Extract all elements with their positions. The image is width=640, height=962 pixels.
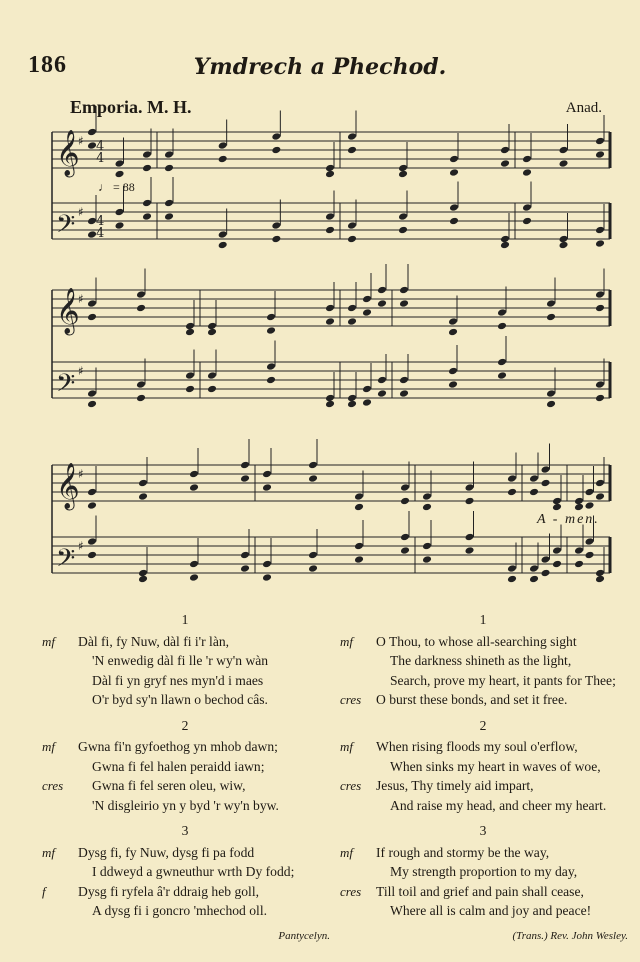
- verse-number: 3: [181, 823, 189, 838]
- welsh-credit: Pantycelyn.: [278, 929, 330, 942]
- line-text: Till toil and grief and pain shall cease,: [376, 883, 584, 899]
- line-text: The darkness shineth as the light,: [390, 653, 572, 668]
- line-text: Dàl fi yn gryf nes myn'd i maes: [92, 672, 264, 688]
- line-text: Dysg fi ryfela â'r ddraig heb goll,: [78, 883, 259, 899]
- svg-text:4: 4: [96, 226, 105, 241]
- metronome-mark: ♩ = 88: [98, 180, 135, 194]
- english-hymn-text: [338, 610, 628, 946]
- welsh-verse: [40, 716, 330, 816]
- line-text: Dysg fi, fy Nuw, dysg fi pa fodd: [78, 844, 255, 860]
- verse-line: [40, 690, 330, 710]
- verse-line: [338, 796, 628, 816]
- tune-name: Emporia. M. H.: [70, 97, 192, 117]
- verse-number: 2: [181, 717, 189, 733]
- svg-text:𝄞: 𝄞: [56, 463, 80, 509]
- line-text: If rough and stormy be the way,: [376, 844, 550, 860]
- verse-line: [40, 862, 330, 882]
- verse-line: [40, 757, 330, 777]
- line-text: O burst these bonds, and set it free.: [376, 692, 568, 707]
- line-text: When sinks my heart in waves of woe,: [390, 758, 601, 774]
- line-text: 'N enwedig dàl fi lle 'r wy'n wàn: [92, 653, 269, 668]
- verse-line: [40, 671, 330, 691]
- verse-line: [338, 882, 628, 902]
- verse-number: 1: [479, 612, 487, 627]
- svg-text:4: 4: [96, 214, 105, 229]
- line-text: Jesus, Thy timely aid impart,: [376, 778, 534, 793]
- svg-text:𝄞: 𝄞: [56, 288, 80, 334]
- english-verse: [338, 821, 628, 921]
- svg-text:♯: ♯: [78, 364, 84, 378]
- line-text: A dysg fi i goncro 'mhechod oll.: [92, 903, 267, 918]
- dynamic-mark: cres: [42, 778, 64, 793]
- verse-line: [338, 651, 628, 671]
- svg-text:𝄢: 𝄢: [56, 544, 76, 579]
- page-title: Ymdrech a Phechod.: [193, 54, 447, 80]
- svg-text:4: 4: [96, 151, 105, 166]
- dynamic-mark: mf: [42, 844, 55, 860]
- english-verse: [338, 610, 628, 710]
- svg-text:4: 4: [96, 139, 105, 154]
- tempo-word: Anad.: [565, 100, 602, 116]
- dynamic-mark: mf: [340, 844, 353, 860]
- verse-line: [338, 690, 628, 710]
- line-text: I ddweyd a gwneuthur wrth Dy fodd;: [92, 864, 295, 879]
- verse-line: [338, 632, 628, 652]
- verse-line: [338, 862, 628, 882]
- line-text: 'N disgleirio yn y byd 'r wy'n byw.: [92, 797, 279, 813]
- line-text: Gwna fi'n gyfoethog yn mhob dawn;: [78, 739, 278, 754]
- dynamic-mark: cres: [340, 692, 362, 707]
- welsh-verse: [40, 821, 330, 921]
- verse-number: 3: [479, 823, 487, 838]
- svg-text:𝄢: 𝄢: [56, 210, 76, 245]
- svg-text:♯: ♯: [78, 467, 84, 481]
- dynamic-mark: cres: [340, 883, 362, 899]
- line-text: Where all is calm and joy and peace!: [390, 903, 592, 918]
- dynamic-mark: f: [42, 883, 46, 899]
- verse-number: 2: [479, 717, 487, 733]
- dynamic-mark: mf: [42, 739, 55, 754]
- line-text: And raise my head, and cheer my heart.: [390, 797, 607, 813]
- verse-line: [40, 901, 330, 921]
- verse-line: [338, 671, 628, 691]
- welsh-verse: [40, 610, 330, 710]
- svg-text:𝄞: 𝄞: [56, 130, 80, 176]
- verse-line: [40, 882, 330, 902]
- amen-lyric: A - men.: [537, 512, 600, 527]
- line-text: Dàl fi, fy Nuw, dàl fi i'r làn,: [78, 633, 230, 649]
- verse-line: [40, 776, 330, 796]
- verse-line: [40, 632, 330, 652]
- svg-text:♯: ♯: [78, 205, 84, 219]
- welsh-hymn-text: [40, 610, 330, 946]
- svg-text:♯: ♯: [78, 134, 84, 148]
- verse-line: [338, 901, 628, 921]
- line-text: Gwna fi fel seren oleu, wiw,: [92, 778, 246, 793]
- english-credit: (Trans.) Rev. John Wesley.: [512, 929, 628, 942]
- verse-line: [338, 776, 628, 796]
- verse-line: [338, 843, 628, 863]
- line-text: When rising floods my soul o'erflow,: [376, 739, 578, 754]
- svg-text:𝄢: 𝄢: [56, 369, 76, 404]
- line-text: Gwna fi fel halen peraidd iawn;: [92, 758, 265, 774]
- dynamic-mark: mf: [340, 739, 353, 754]
- verse-line: [40, 796, 330, 816]
- dynamic-mark: mf: [340, 633, 353, 649]
- svg-text:♯: ♯: [78, 292, 84, 306]
- verse-line: [40, 651, 330, 671]
- verse-line: [40, 843, 330, 863]
- svg-text:♯: ♯: [78, 539, 84, 553]
- line-text: O Thou, to whose all-searching sight: [376, 633, 577, 649]
- verse-line: [40, 737, 330, 757]
- line-text: My strength proportion to my day,: [390, 864, 578, 879]
- dynamic-mark: mf: [42, 633, 55, 649]
- verse-line: [338, 737, 628, 757]
- verse-number: 1: [181, 612, 189, 627]
- verse-line: [338, 757, 628, 777]
- line-text: O'r byd sy'n llawn o bechod câs.: [92, 692, 268, 707]
- dynamic-mark: cres: [340, 778, 362, 793]
- english-verse: [338, 716, 628, 816]
- line-text: Search, prove my heart, it pants for Thee;: [390, 672, 616, 688]
- page-number: 186: [28, 52, 67, 78]
